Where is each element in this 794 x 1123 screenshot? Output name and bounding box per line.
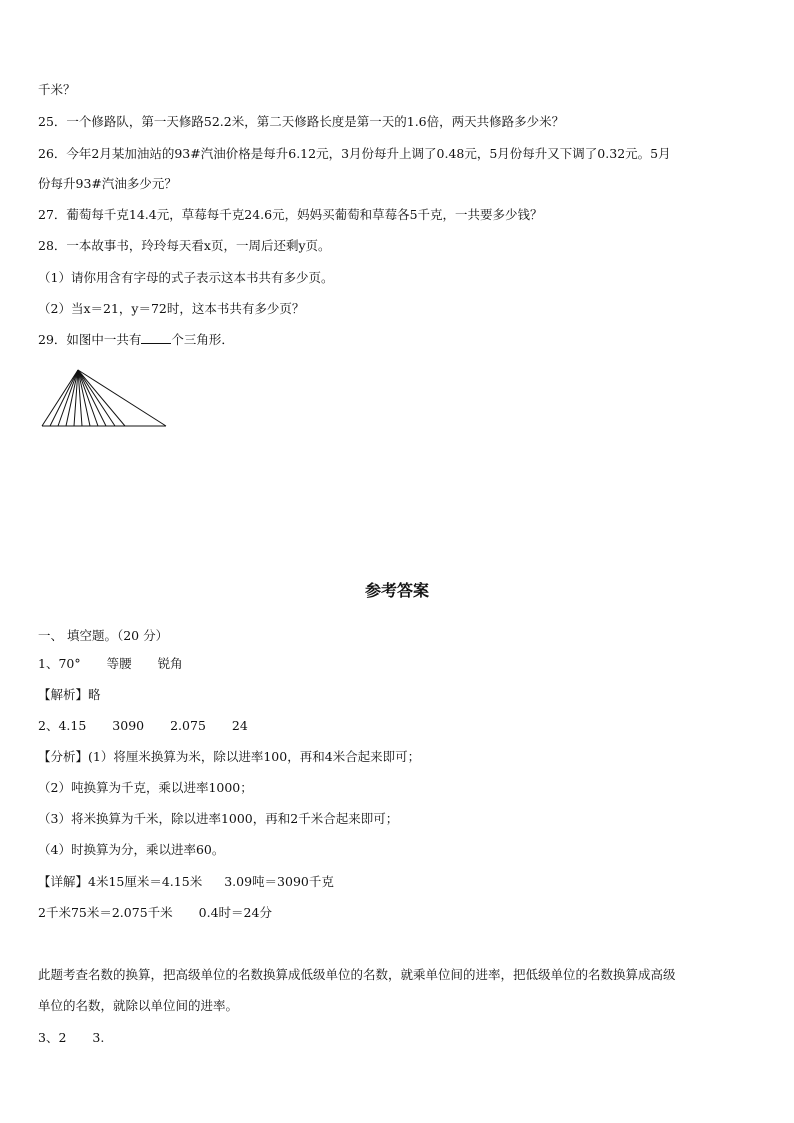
question-26-line-2: 份每升93#汽油多少元？	[38, 176, 177, 191]
answer-3-value-a: 3、2	[38, 1030, 67, 1045]
answer-2-analysis-4: （4）时换算为分，乘以进率60。	[38, 842, 225, 857]
answer-blank	[141, 332, 171, 344]
question-28-part-2: （2）当x＝21，y＝72时，这本书共有多少页？	[38, 301, 305, 316]
answer-2-detail-1	[38, 874, 334, 890]
answers-title: 参考答案	[364, 581, 429, 600]
answer-2-detail-1b: 3.09吨＝3090千克	[224, 874, 334, 889]
answer-2-value-c: 2.075	[170, 718, 206, 733]
answer-2	[38, 718, 248, 734]
answer-2-value-a: 2、4.15	[38, 718, 87, 733]
question-28: 28．一本故事书，玲玲每天看x页，一周后还剩y页。	[38, 238, 331, 253]
question-27: 27．葡萄每千克14.4元，草莓每千克24.6元，妈妈买葡萄和草莓各5千克，一共要多少钱？	[38, 207, 543, 222]
answer-1-value-a: 1、70°	[38, 656, 81, 671]
question-28-part-1: （1）请你用含有字母的式子表示这本书共有多少页。	[38, 270, 334, 285]
question-29-prefix: 29．如图中一共有	[38, 332, 142, 347]
summary-line-1: 此题考查名数的换算，把高级单位的名数换算成低级单位的名数，就乘单位间的进率，把低级单位的名数换算成高级	[38, 967, 676, 982]
question-24-tail: 千米？	[38, 82, 76, 97]
answer-3-value-b: 3.	[92, 1030, 105, 1045]
answer-2-analysis-2: （2）吨换算为千克，乘以进率1000；	[38, 780, 253, 795]
question-26-line-1: 26．今年2月某加油站的93#汽油价格是每升6.12元，3月份每升上调了0.48元，5月份每升又下调了0.32元。5月	[38, 146, 671, 161]
answer-2-detail-2a: 2千米75米＝2.075千米	[38, 905, 173, 920]
question-25: 25．一个修路队，第一天修路52.2米，第二天修路长度是第一天的1.6倍，两天共修路多少米？	[38, 114, 565, 129]
answer-2-detail-2b: 0.4时＝24分	[198, 905, 272, 920]
question-29	[38, 332, 234, 348]
answer-1-analysis: 【解析】略	[38, 687, 101, 702]
answer-2-analysis-3: （3）将米换算为千米，除以进率1000，再和2千米合起来即可；	[38, 811, 399, 826]
triangle-fan-figure	[40, 368, 170, 430]
answer-2-value-d: 24	[231, 718, 248, 733]
question-29-suffix: 个三角形．	[171, 332, 234, 347]
section-1-heading: 一、 填空题。（20 分）	[38, 628, 169, 643]
answer-2-detail-1a: 【详解】4米15厘米＝4.15米	[38, 874, 203, 889]
answer-2-value-b: 3090	[112, 718, 145, 733]
answer-1-value-c: 锐角	[157, 656, 183, 671]
figure-line	[42, 370, 78, 426]
answer-1	[38, 656, 183, 672]
figure-line	[78, 370, 166, 426]
answer-3	[38, 1030, 104, 1046]
summary-line-2: 单位的名数，就除以单位间的进率。	[38, 998, 239, 1013]
answer-1-value-b: 等腰	[106, 656, 132, 671]
answer-2-analysis-1: 【分析】(1）将厘米换算为米，除以进率100，再和4米合起来即可；	[38, 749, 421, 764]
answer-2-detail-2	[38, 905, 272, 921]
